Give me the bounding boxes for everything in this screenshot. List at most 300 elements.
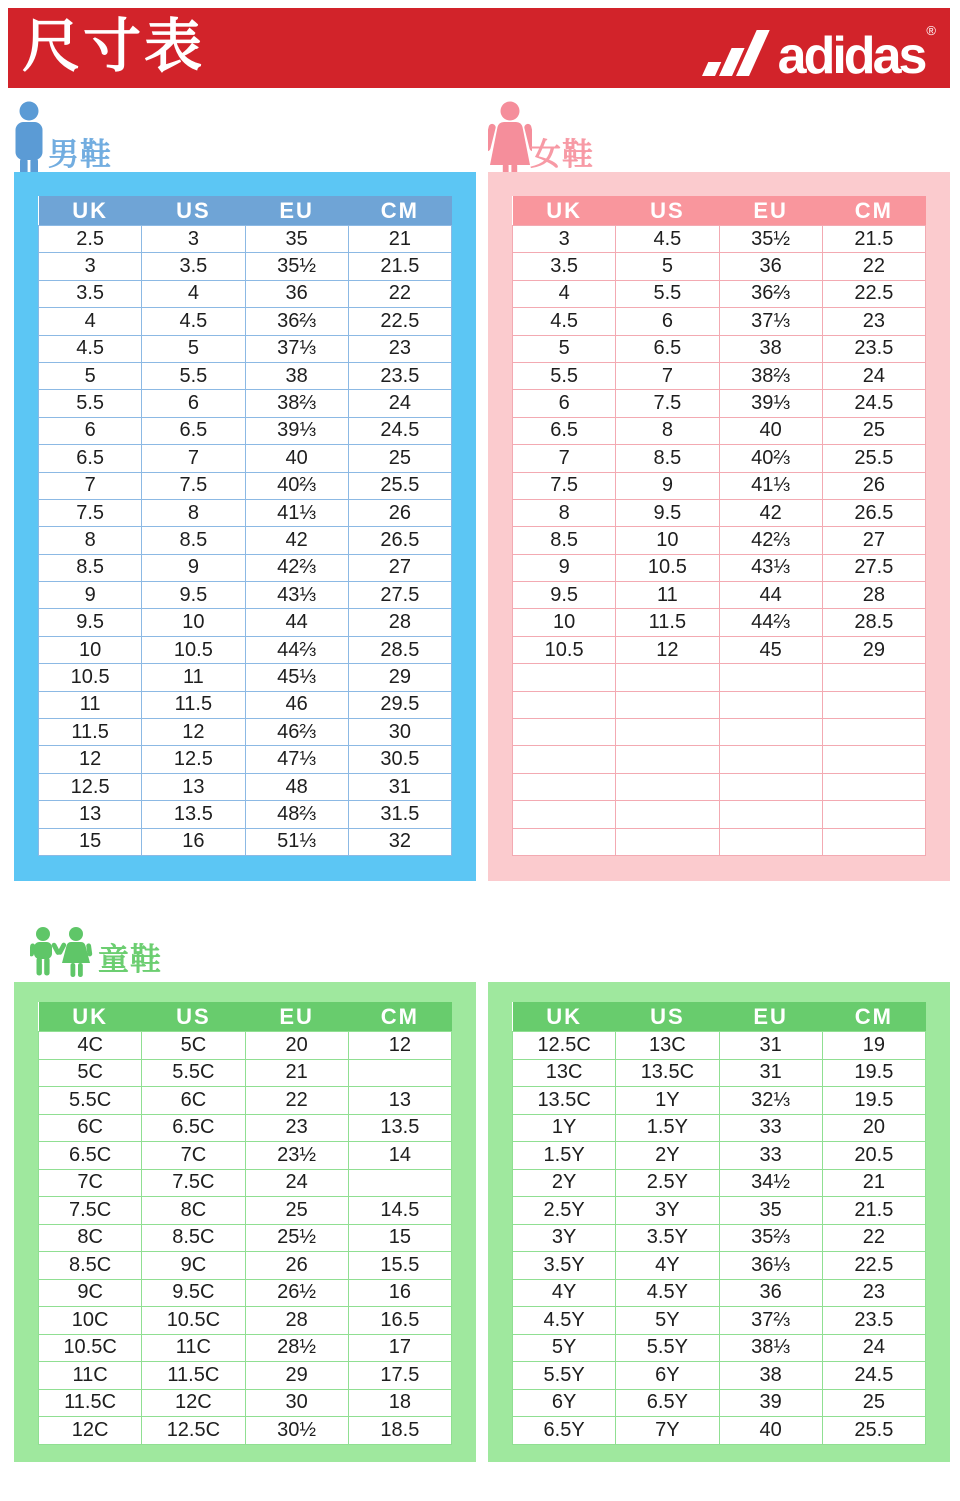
size-cell: 6.5 — [142, 417, 245, 444]
column-header-eu: EU — [719, 1002, 822, 1032]
size-cell: 7.5 — [616, 390, 719, 417]
table-row — [513, 1087, 926, 1115]
table-row — [39, 746, 452, 773]
table-row — [513, 1307, 926, 1335]
size-cell: 2Y — [513, 1169, 616, 1197]
size-cell: 42 — [719, 499, 822, 526]
size-cell: 4 — [39, 308, 142, 335]
size-cell: 3.5Y — [616, 1224, 719, 1252]
size-cell: 25 — [245, 1197, 348, 1225]
size-cell: 34½ — [719, 1169, 822, 1197]
size-cell: 6.5 — [616, 335, 719, 362]
size-cell: 25.5 — [822, 445, 925, 472]
size-cell: 42⅔ — [719, 527, 822, 554]
size-cell: 8 — [142, 499, 245, 526]
size-cell: 5.5C — [142, 1059, 245, 1087]
size-cell: 10 — [39, 636, 142, 663]
table-row — [39, 801, 452, 828]
kids-right-header-row — [513, 1002, 926, 1032]
size-cell: 22.5 — [822, 1252, 925, 1280]
size-cell: 24.5 — [348, 417, 451, 444]
size-cell: 5C — [39, 1059, 142, 1087]
size-cell — [822, 664, 925, 691]
size-cell: 6.5 — [39, 445, 142, 472]
size-cell — [719, 746, 822, 773]
size-cell: 23 — [822, 1279, 925, 1307]
size-cell: 5.5 — [616, 280, 719, 307]
table-row — [39, 691, 452, 718]
table-row — [513, 609, 926, 636]
size-cell — [822, 828, 925, 855]
table-row — [513, 1252, 926, 1280]
size-cell: 8 — [513, 499, 616, 526]
size-cell: 24.5 — [822, 1362, 925, 1390]
size-cell: 13 — [142, 773, 245, 800]
size-cell: 40 — [719, 417, 822, 444]
size-cell: 30½ — [245, 1417, 348, 1445]
column-header-eu: EU — [245, 1002, 348, 1032]
size-cell: 11C — [142, 1334, 245, 1362]
table-row — [513, 1334, 926, 1362]
size-cell — [513, 719, 616, 746]
size-cell: 3Y — [513, 1224, 616, 1252]
size-cell: 21 — [348, 226, 451, 253]
size-cell — [616, 664, 719, 691]
size-cell: 21.5 — [822, 1197, 925, 1225]
size-cell: 38⅔ — [245, 390, 348, 417]
size-cell — [513, 691, 616, 718]
table-row — [39, 582, 452, 609]
table-row — [513, 1279, 926, 1307]
size-cell: 38 — [719, 1362, 822, 1390]
size-cell: 10 — [513, 609, 616, 636]
size-cell: 7.5 — [39, 499, 142, 526]
size-cell: 4.5Y — [616, 1279, 719, 1307]
table-row — [39, 1059, 452, 1087]
size-cell: 14.5 — [348, 1197, 451, 1225]
size-cell: 40 — [719, 1417, 822, 1445]
size-cell: 21.5 — [822, 226, 925, 253]
table-row — [39, 1087, 452, 1115]
table-row — [513, 1114, 926, 1142]
table-row — [39, 1197, 452, 1225]
table-row — [513, 773, 926, 800]
table-row — [39, 472, 452, 499]
size-cell — [719, 691, 822, 718]
size-cell: 36 — [719, 253, 822, 280]
size-cell: 32⅓ — [719, 1087, 822, 1115]
size-cell: 24.5 — [822, 390, 925, 417]
size-cell: 51⅓ — [245, 828, 348, 855]
table-row — [39, 1417, 452, 1445]
size-cell: 39⅓ — [245, 417, 348, 444]
size-cell: 6Y — [513, 1389, 616, 1417]
size-cell: 11C — [39, 1362, 142, 1390]
table-row — [513, 527, 926, 554]
size-cell: 22 — [822, 253, 925, 280]
size-cell: 35 — [719, 1197, 822, 1225]
adidas-three-stripes-icon — [702, 24, 772, 78]
men-section-head — [48, 139, 112, 170]
size-cell: 11.5 — [142, 691, 245, 718]
size-cell — [513, 773, 616, 800]
size-cell: 17.5 — [348, 1362, 451, 1390]
size-cell: 45 — [719, 636, 822, 663]
size-cell: 35½ — [719, 226, 822, 253]
size-cell: 31 — [719, 1032, 822, 1060]
size-cell: 10.5C — [142, 1307, 245, 1335]
size-cell: 8C — [142, 1197, 245, 1225]
table-row — [513, 1197, 926, 1225]
size-cell: 24 — [245, 1169, 348, 1197]
size-cell: 37⅓ — [719, 308, 822, 335]
size-cell: 19 — [822, 1032, 925, 1060]
women-section-label: 女鞋 — [530, 137, 594, 172]
table-row — [39, 445, 452, 472]
kids-size-panel-right — [488, 982, 950, 1462]
table-row — [513, 308, 926, 335]
column-header-uk: UK — [39, 1002, 142, 1032]
size-cell: 8C — [39, 1224, 142, 1252]
size-cell: 38 — [719, 335, 822, 362]
size-cell: 5 — [616, 253, 719, 280]
size-cell: 18.5 — [348, 1417, 451, 1445]
size-cell: 12 — [39, 746, 142, 773]
size-cell: 15.5 — [348, 1252, 451, 1280]
size-cell — [348, 1059, 451, 1087]
size-cell: 46 — [245, 691, 348, 718]
size-cell: 8 — [616, 417, 719, 444]
size-cell: 31.5 — [348, 801, 451, 828]
size-cell: 33 — [719, 1142, 822, 1170]
column-header-uk: UK — [513, 1002, 616, 1032]
size-cell: 4.5 — [616, 226, 719, 253]
size-cell: 22 — [245, 1087, 348, 1115]
table-row — [513, 719, 926, 746]
column-header-us: US — [616, 1002, 719, 1032]
size-cell: 7.5 — [513, 472, 616, 499]
size-cell: 8.5C — [142, 1224, 245, 1252]
size-cell: 27.5 — [348, 582, 451, 609]
size-cell: 40 — [245, 445, 348, 472]
table-row — [39, 417, 452, 444]
table-row — [39, 773, 452, 800]
size-cell — [719, 664, 822, 691]
size-cell — [822, 801, 925, 828]
size-cell: 28 — [822, 582, 925, 609]
size-cell: 42⅔ — [245, 554, 348, 581]
size-cell: 26.5 — [822, 499, 925, 526]
size-cell: 5Y — [513, 1334, 616, 1362]
size-cell: 9.5 — [513, 582, 616, 609]
size-cell: 27.5 — [822, 554, 925, 581]
size-cell: 24 — [822, 1334, 925, 1362]
table-row — [39, 1307, 452, 1335]
size-cell: 9.5 — [39, 609, 142, 636]
size-cell: 10C — [39, 1307, 142, 1335]
size-cell: 4 — [513, 280, 616, 307]
size-cell — [719, 801, 822, 828]
size-cell: 13C — [513, 1059, 616, 1087]
size-cell: 28.5 — [348, 636, 451, 663]
size-cell: 5.5 — [513, 362, 616, 389]
size-cell: 10.5 — [142, 636, 245, 663]
size-cell — [616, 746, 719, 773]
size-cell — [822, 719, 925, 746]
table-row — [39, 828, 452, 855]
table-row — [39, 719, 452, 746]
size-cell: 6C — [142, 1087, 245, 1115]
size-cell: 23.5 — [822, 335, 925, 362]
size-cell: 30 — [348, 719, 451, 746]
column-header-eu: EU — [719, 196, 822, 226]
table-row — [513, 417, 926, 444]
size-cell: 23 — [348, 335, 451, 362]
size-cell: 40⅔ — [245, 472, 348, 499]
size-cell: 26½ — [245, 1279, 348, 1307]
size-cell: 28½ — [245, 1334, 348, 1362]
size-cell: 12.5C — [142, 1417, 245, 1445]
size-cell — [513, 828, 616, 855]
size-cell — [616, 719, 719, 746]
table-row — [39, 1169, 452, 1197]
size-cell: 10.5C — [39, 1334, 142, 1362]
size-cell: 31 — [719, 1059, 822, 1087]
table-row — [39, 499, 452, 526]
table-row — [39, 527, 452, 554]
size-cell: 6 — [142, 390, 245, 417]
size-cell: 5.5Y — [513, 1362, 616, 1390]
size-cell: 9 — [616, 472, 719, 499]
table-row — [513, 472, 926, 499]
size-cell: 10 — [142, 609, 245, 636]
table-row — [39, 1279, 452, 1307]
size-cell: 11 — [142, 664, 245, 691]
size-cell: 12.5 — [142, 746, 245, 773]
size-cell: 5 — [39, 362, 142, 389]
kids-size-table-right — [512, 1002, 926, 1445]
men-section-label: 男鞋 — [48, 137, 112, 172]
table-row — [513, 582, 926, 609]
size-cell: 6.5C — [39, 1142, 142, 1170]
kids-section-head — [98, 944, 162, 975]
table-row — [513, 1059, 926, 1087]
size-cell: 39⅓ — [719, 390, 822, 417]
size-cell: 16 — [348, 1279, 451, 1307]
table-row — [39, 1114, 452, 1142]
size-cell: 6.5Y — [513, 1417, 616, 1445]
men-size-table — [38, 196, 452, 856]
size-cell: 13.5C — [616, 1059, 719, 1087]
size-cell: 4Y — [616, 1252, 719, 1280]
table-row — [513, 1224, 926, 1252]
size-cell: 13C — [616, 1032, 719, 1060]
size-cell: 6C — [39, 1114, 142, 1142]
size-cell: 5C — [142, 1032, 245, 1060]
size-cell: 4.5 — [39, 335, 142, 362]
size-cell: 4.5 — [513, 308, 616, 335]
size-cell: 24 — [348, 390, 451, 417]
table-row — [39, 1224, 452, 1252]
size-cell: 36⅓ — [719, 1252, 822, 1280]
size-cell — [822, 746, 925, 773]
size-cell: 26 — [348, 499, 451, 526]
size-cell: 1.5Y — [513, 1142, 616, 1170]
size-cell: 4Y — [513, 1279, 616, 1307]
size-cell: 36 — [719, 1279, 822, 1307]
size-cell — [616, 801, 719, 828]
size-cell: 4.5Y — [513, 1307, 616, 1335]
size-cell: 35 — [245, 226, 348, 253]
kids-left-header-row — [39, 1002, 452, 1032]
size-cell: 5 — [513, 335, 616, 362]
size-cell: 2.5Y — [513, 1197, 616, 1225]
size-cell: 26.5 — [348, 527, 451, 554]
kids-section-label: 童鞋 — [98, 942, 162, 977]
table-row — [39, 636, 452, 663]
women-size-panel — [488, 172, 950, 881]
table-row — [513, 253, 926, 280]
size-cell: 26 — [822, 472, 925, 499]
size-cell: 47⅓ — [245, 746, 348, 773]
size-cell: 41⅓ — [245, 499, 348, 526]
size-cell: 36⅔ — [245, 308, 348, 335]
size-cell: 9 — [142, 554, 245, 581]
size-cell — [616, 828, 719, 855]
table-row — [39, 664, 452, 691]
size-cell: 13 — [39, 801, 142, 828]
size-cell: 7 — [616, 362, 719, 389]
size-cell: 48 — [245, 773, 348, 800]
size-cell: 12 — [616, 636, 719, 663]
size-cell: 5Y — [616, 1307, 719, 1335]
size-cell: 17 — [348, 1334, 451, 1362]
table-row — [513, 828, 926, 855]
size-cell: 7.5C — [142, 1169, 245, 1197]
size-cell: 29 — [822, 636, 925, 663]
size-cell: 33 — [719, 1114, 822, 1142]
size-cell: 19.5 — [822, 1087, 925, 1115]
table-row — [513, 1362, 926, 1390]
table-row — [513, 362, 926, 389]
size-cell: 6 — [616, 308, 719, 335]
column-header-us: US — [142, 1002, 245, 1032]
size-cell: 7Y — [616, 1417, 719, 1445]
size-cell: 13.5 — [348, 1114, 451, 1142]
size-cell — [719, 719, 822, 746]
size-cell: 5 — [142, 335, 245, 362]
size-cell: 4C — [39, 1032, 142, 1060]
size-cell: 25½ — [245, 1224, 348, 1252]
size-cell: 20.5 — [822, 1142, 925, 1170]
size-cell: 11 — [616, 582, 719, 609]
size-cell: 24 — [822, 362, 925, 389]
table-row — [513, 1032, 926, 1060]
size-cell: 4.5 — [142, 308, 245, 335]
size-cell — [719, 828, 822, 855]
size-cell: 25 — [822, 417, 925, 444]
table-row — [39, 362, 452, 389]
size-cell: 3.5 — [39, 280, 142, 307]
size-cell: 25.5 — [348, 472, 451, 499]
kids-size-table-left — [38, 1002, 452, 1445]
column-header-cm: CM — [348, 196, 451, 226]
column-header-us: US — [142, 196, 245, 226]
size-cell: 27 — [822, 527, 925, 554]
size-cell: 16.5 — [348, 1307, 451, 1335]
table-row — [513, 1417, 926, 1445]
women-section-head — [530, 139, 594, 170]
size-cell: 23 — [245, 1114, 348, 1142]
size-cell: 22.5 — [348, 308, 451, 335]
column-header-uk: UK — [39, 196, 142, 226]
size-cell: 7 — [39, 472, 142, 499]
size-cell: 29 — [245, 1362, 348, 1390]
size-cell: 23½ — [245, 1142, 348, 1170]
table-row — [513, 636, 926, 663]
size-cell: 38⅓ — [719, 1334, 822, 1362]
size-cell: 21.5 — [348, 253, 451, 280]
size-cell: 7 — [142, 445, 245, 472]
size-cell: 12.5 — [39, 773, 142, 800]
size-cell: 11.5C — [142, 1362, 245, 1390]
size-cell: 3.5 — [142, 253, 245, 280]
size-cell — [616, 773, 719, 800]
size-cell: 12C — [142, 1389, 245, 1417]
size-cell: 2.5Y — [616, 1169, 719, 1197]
size-cell: 39 — [719, 1389, 822, 1417]
size-cell: 9.5C — [142, 1279, 245, 1307]
column-header-cm: CM — [822, 1002, 925, 1032]
size-cell: 7C — [39, 1169, 142, 1197]
table-row — [513, 390, 926, 417]
size-cell: 6.5C — [142, 1114, 245, 1142]
size-cell: 2Y — [616, 1142, 719, 1170]
table-row — [39, 609, 452, 636]
size-cell: 6.5Y — [616, 1389, 719, 1417]
table-row — [39, 253, 452, 280]
size-cell: 9.5 — [616, 499, 719, 526]
size-cell — [348, 1169, 451, 1197]
size-cell: 6 — [39, 417, 142, 444]
size-cell: 29 — [348, 664, 451, 691]
size-cell: 9 — [39, 582, 142, 609]
size-cell: 2.5 — [39, 226, 142, 253]
table-row — [513, 499, 926, 526]
table-row — [513, 1389, 926, 1417]
size-cell: 26 — [245, 1252, 348, 1280]
size-cell: 44 — [719, 582, 822, 609]
size-cell: 10.5 — [39, 664, 142, 691]
size-cell: 36⅔ — [719, 280, 822, 307]
size-cell: 9 — [513, 554, 616, 581]
size-cell: 6.5 — [513, 417, 616, 444]
size-cell: 11.5C — [39, 1389, 142, 1417]
size-cell: 38⅔ — [719, 362, 822, 389]
size-cell: 28 — [348, 609, 451, 636]
table-row — [39, 1334, 452, 1362]
size-cell: 7.5 — [142, 472, 245, 499]
size-cell: 3.5Y — [513, 1252, 616, 1280]
size-cell — [822, 691, 925, 718]
table-row — [39, 1362, 452, 1390]
adidas-wordmark: adidas — [777, 27, 925, 86]
adidas-logo — [702, 23, 936, 86]
table-row — [39, 1142, 452, 1170]
size-cell: 35½ — [245, 253, 348, 280]
column-header-cm: CM — [822, 196, 925, 226]
size-cell: 28.5 — [822, 609, 925, 636]
